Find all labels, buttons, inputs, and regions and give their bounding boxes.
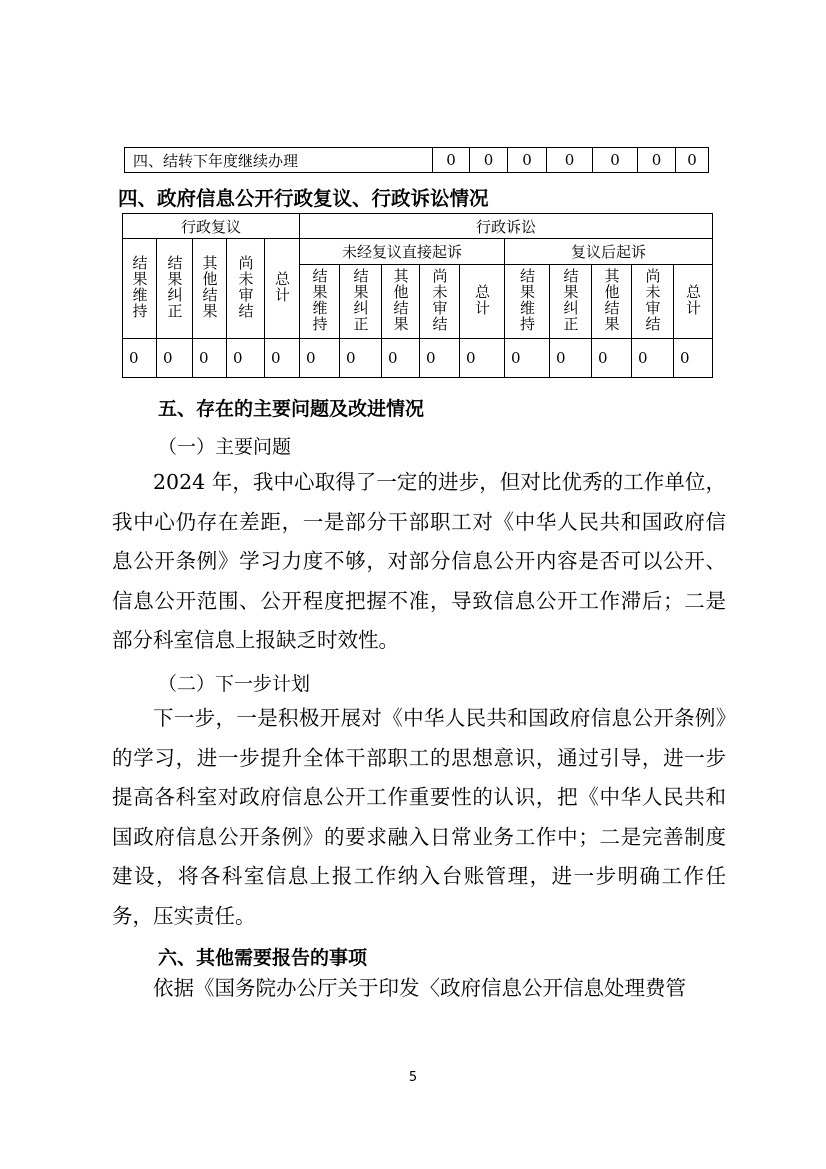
table-cell: 0: [592, 339, 632, 378]
column-header: 结果维持: [505, 265, 550, 339]
column-header: 其他结果: [592, 265, 632, 339]
column-header: 结果纠正: [550, 265, 592, 339]
table-header-row: [123, 239, 713, 265]
paragraph-text: 依据《国务院办公厅关于印发〈政府信息公开信息处理费管: [153, 976, 686, 1000]
table-cell: 0: [674, 339, 713, 378]
table-cell: 0: [227, 339, 265, 378]
table-cell: 0: [433, 148, 470, 173]
table-cell: 0: [460, 339, 505, 378]
section-title: 四、政府信息公开行政复议、行政诉讼情况: [118, 187, 489, 210]
table-cell: 0: [193, 339, 227, 378]
column-header: 总计: [674, 265, 713, 339]
review-litigation-table: [122, 213, 713, 378]
section-title: 六、其他需要报告的事项: [158, 947, 368, 969]
table-cell: 0: [340, 339, 382, 378]
paragraph: [112, 699, 726, 936]
table-cell: 0: [505, 339, 550, 378]
table-row: [125, 148, 709, 173]
after-review-header: 复议后起诉: [505, 239, 713, 265]
subsection-title: （二）下一步计划: [158, 673, 311, 695]
table-cell: 0: [638, 148, 676, 173]
paragraph-text: 下一步，一是积极开展对《中华人民共和国政府信息公开条例》的学习，进一步提升全体干部职工的思想意识，通过引导，进一步提高各科室对政府信息公开工作重要性的认识，把《中华人民共和国政府信息公开条例》的要求融入日常业务工作中；二是完善制度建设，将各科室信息上报工作纳入台账管理，进一步明确工作任务，压实责任。: [112, 706, 726, 928]
column-header: 总计: [265, 239, 300, 339]
litigation-header: 行政诉讼: [300, 214, 713, 239]
paragraph: [112, 969, 726, 1009]
table-cell: 0: [382, 339, 420, 378]
table-cell: 0: [632, 339, 674, 378]
column-header: 其他结果: [382, 265, 420, 339]
table-cell: 0: [470, 148, 508, 173]
column-header: 其他结果: [193, 239, 227, 339]
table-cell: 0: [300, 339, 340, 378]
table-cell: 0: [265, 339, 300, 378]
table-cell: 0: [420, 339, 460, 378]
direct-litigation-header: 未经复议直接起诉: [300, 239, 505, 265]
review-header: 行政复议: [123, 214, 300, 239]
paragraph-text: 2024 年，我中心取得了一定的进步，但对比优秀的工作单位，我中心仍存在差距，一是部分干部职工对《中华人民共和国政府信息公开条例》学习力度不够，对部分信息公开内容是否可以公开、信息公开范围、公开程度把握不准，导致信息公开工作滞后；二是部分科室信息上报缺乏时效性。: [112, 470, 726, 652]
table-cell: 0: [123, 339, 157, 378]
column-header: 结果维持: [123, 239, 157, 339]
paragraph: [112, 463, 726, 661]
table-cell: 0: [676, 148, 709, 173]
table-cell: 0: [547, 148, 593, 173]
column-header: 结果纠正: [157, 239, 193, 339]
table-cell: 0: [550, 339, 592, 378]
section-title: 五、存在的主要问题及改进情况: [158, 398, 425, 420]
table-cell: 0: [593, 148, 638, 173]
carryover-table: [124, 147, 709, 173]
column-header: 尚未审结: [227, 239, 265, 339]
column-header: 总计: [460, 265, 505, 339]
column-header: 尚未审结: [632, 265, 674, 339]
table-header-row: [123, 214, 713, 239]
page-number: 5: [408, 1070, 418, 1085]
row-label: 四、结转下年度继续办理: [125, 148, 433, 173]
table-cell: 0: [508, 148, 547, 173]
column-header: 结果维持: [300, 265, 340, 339]
column-header: 尚未审结: [420, 265, 460, 339]
column-header: 结果纠正: [340, 265, 382, 339]
subsection-title: （一）主要问题: [158, 436, 292, 458]
table-row: [123, 339, 713, 378]
table-cell: 0: [157, 339, 193, 378]
